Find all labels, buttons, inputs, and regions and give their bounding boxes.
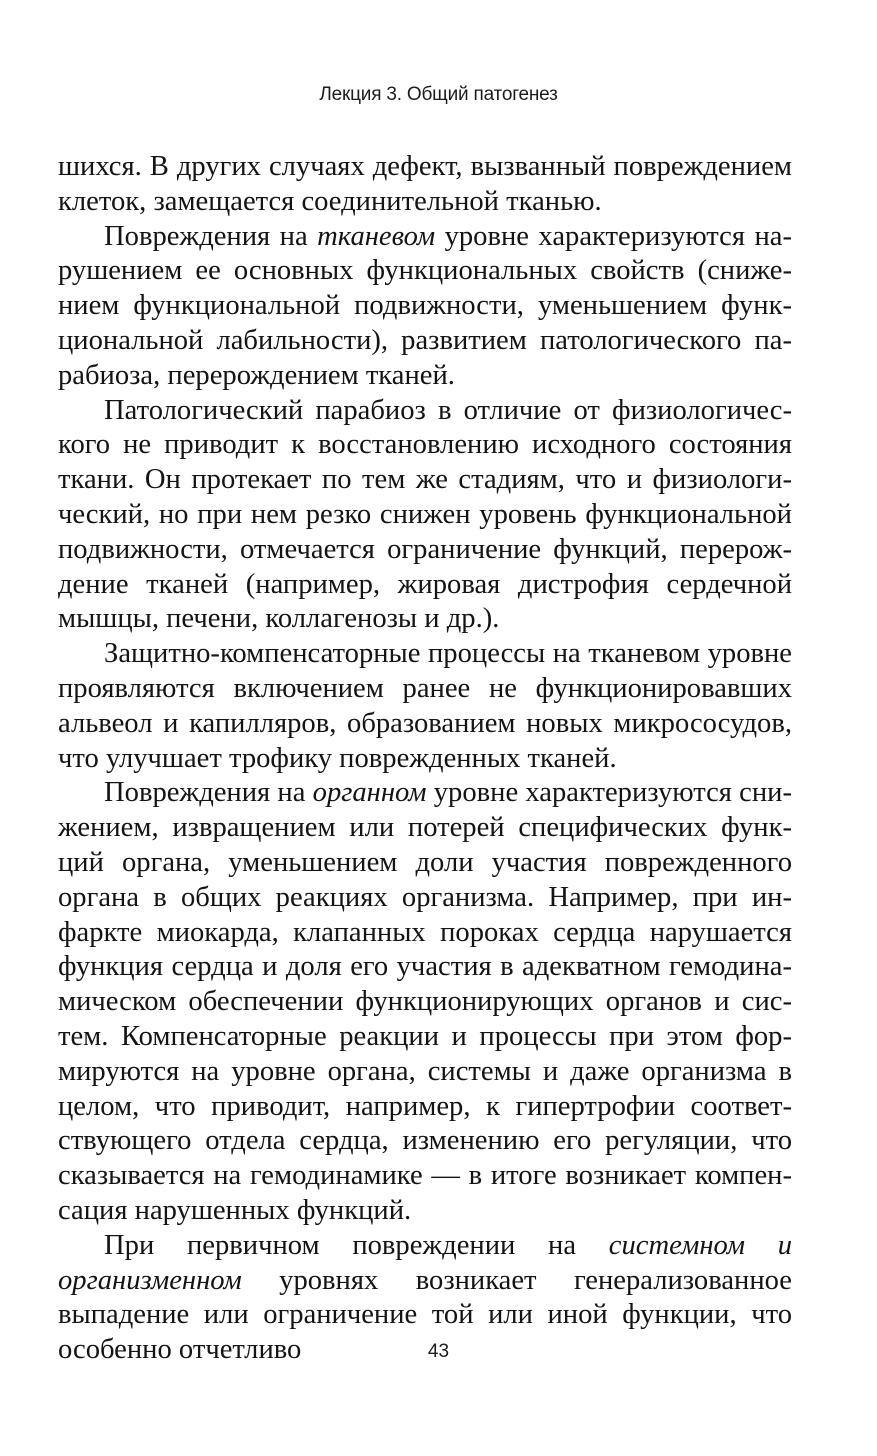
- body-text: [58, 150, 792, 1368]
- emphasis-term: органном: [312, 777, 427, 809]
- paragraph-text: уровне характеризуются снижением, извращением или потерей специфических функций органа, уменьшением доли участия поврежденного органа в общих реакциях организма. Например, при инфаркте миокарда, клапанных пороках сердца нарушается функция сердца и доля его участия в адекватном гемодинамическом обеспечении функционирующих органов и систем. Компенсаторные реакции и процессы при этом формируются на уровне органа, системы и даже организма в целом, что приводит, например, к гипертрофии соответствующего отдела сердца, изменению его регуляции, что сказывается на гемодинамике — в итоге возникает компенсация нарушенных функций.: [58, 777, 792, 1226]
- paragraph-text: Повреждения на: [104, 220, 318, 252]
- paragraph-compensatory-processes: [58, 637, 792, 776]
- running-head: Лекция 3. Общий патогенез: [319, 84, 558, 105]
- paragraph-text: Повреждения на: [104, 777, 313, 809]
- paragraph-text: уровнях возникает генерализованное выпадение или ограничение той или иной функции, что особенно отчетливо: [58, 1264, 792, 1366]
- paragraph-text: уровне характеризуются нарушением ее основных функциональных свойств (снижением функциональной подвижности, уменьшением функциональной лабильности), развитием патологического парабиоза, перерождением тканей.: [58, 220, 792, 391]
- emphasis-term: тканевом: [317, 220, 436, 252]
- emphasis-term: системном и организменном: [58, 1229, 792, 1296]
- paragraph-organ-level-damage: [58, 776, 792, 1228]
- paragraph-pathological-parabiosis: [58, 394, 792, 638]
- page-number: 43: [427, 1341, 450, 1362]
- paragraph-text: Патологический парабиоз в отличие от физиологического не приводит к восстановлению исходного состояния ткани. Он протекает по тем же стадиям, что и физиологический, но при нем резко снижен уровень функциональной подвижности, отмечается ограничение функций, перерождение тканей (например, жировая дистрофия сердечной мышцы, печени, коллагенозы и др.).: [58, 394, 792, 635]
- paragraph-tissue-level-damage: [58, 220, 792, 394]
- paragraph-text: При первичном повреждении на: [104, 1229, 609, 1261]
- paragraph-continuation: [58, 150, 792, 220]
- paragraph-text: шихся. В других случаях дефект, вызванный повреждением клеток, замещается соединительной тканью.: [58, 151, 792, 217]
- paragraph-text: Защитно-компенсаторные процессы на тканевом уровне проявляются включением ранее не функционировавших альвеол и капилляров, образованием новых микрососудов, что улучшает трофику поврежденных тканей.: [58, 638, 792, 774]
